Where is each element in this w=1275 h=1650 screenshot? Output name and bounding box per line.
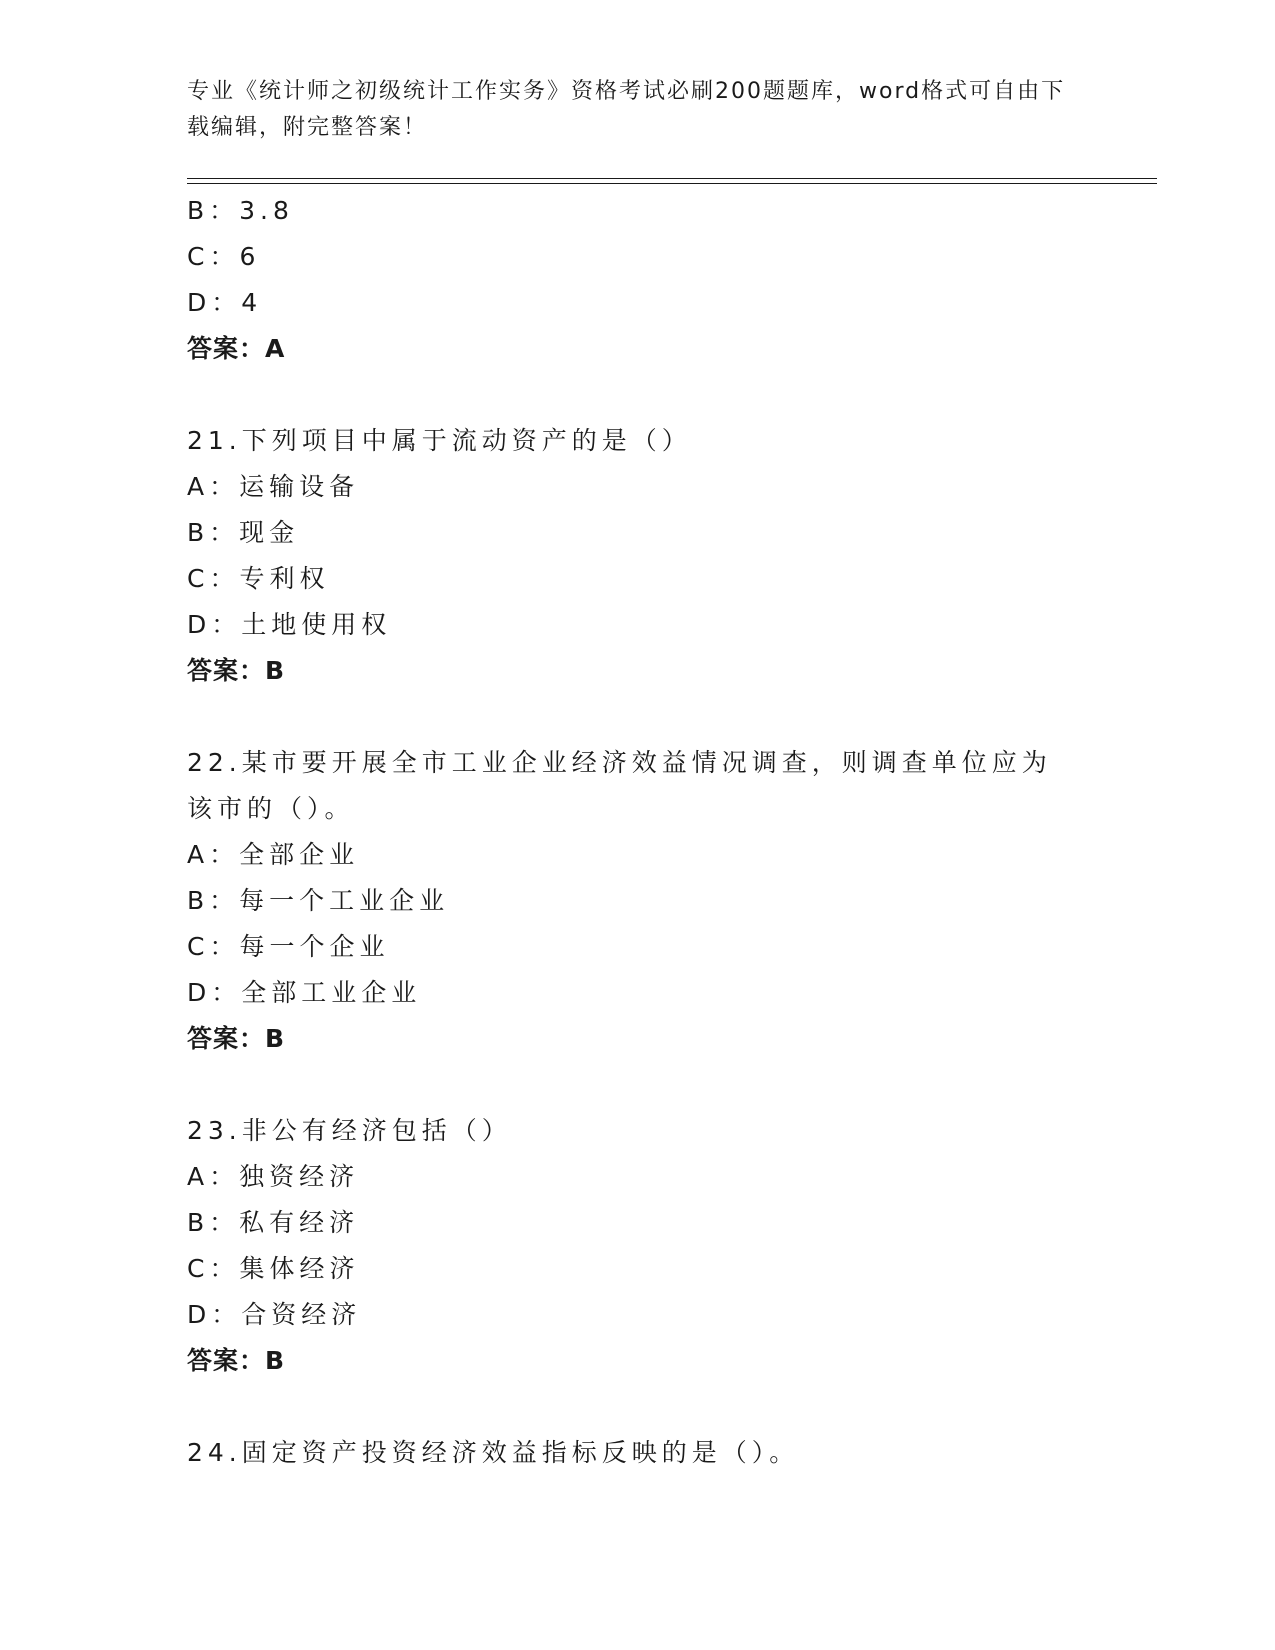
prev-question-block <box>187 188 1157 372</box>
option-a: A：独资经济 <box>187 1162 360 1191</box>
option-d: D：合资经济 <box>187 1300 362 1329</box>
question-text: 21.下列项目中属于流动资产的是（） <box>187 426 692 455</box>
answer-line: 答案：A <box>187 334 286 363</box>
option-d: D：4 <box>187 288 263 317</box>
option-b: B：3.8 <box>187 196 294 225</box>
question-text: 23.非公有经济包括（） <box>187 1116 512 1145</box>
question-23 <box>187 1108 1157 1384</box>
question-text: 24.固定资产投资经济效益指标反映的是（）。 <box>187 1438 800 1467</box>
option-b: B：私有经济 <box>187 1208 360 1237</box>
option-a: A：运输设备 <box>187 472 360 501</box>
option-a: A：全部企业 <box>187 840 360 869</box>
option-c: C：6 <box>187 242 261 271</box>
answer-line: 答案：B <box>187 1024 286 1053</box>
option-c: C：每一个企业 <box>187 932 390 961</box>
option-d: D：土地使用权 <box>187 610 392 639</box>
question-text: 22.某市要开展全市工业企业经济效益情况调查，则调查单位应为该市的（）。 <box>187 748 1052 823</box>
question-22 <box>187 740 1157 1062</box>
question-24 <box>187 1430 1157 1476</box>
option-b: B：每一个工业企业 <box>187 886 450 915</box>
option-d: D：全部工业企业 <box>187 978 422 1007</box>
question-21 <box>187 418 1157 694</box>
option-c: C：专利权 <box>187 564 330 593</box>
answer-line: 答案：B <box>187 656 286 685</box>
document-page <box>187 0 1157 1650</box>
document-body <box>187 188 1157 1476</box>
option-c: C：集体经济 <box>187 1254 360 1283</box>
header-divider <box>187 178 1157 184</box>
option-b: B：现金 <box>187 518 300 547</box>
answer-line: 答案：B <box>187 1346 286 1375</box>
document-header: 专业《统计师之初级统计工作实务》资格考试必刷200题题库，word格式可自由下载编辑，附完整答案！ <box>187 79 1066 140</box>
